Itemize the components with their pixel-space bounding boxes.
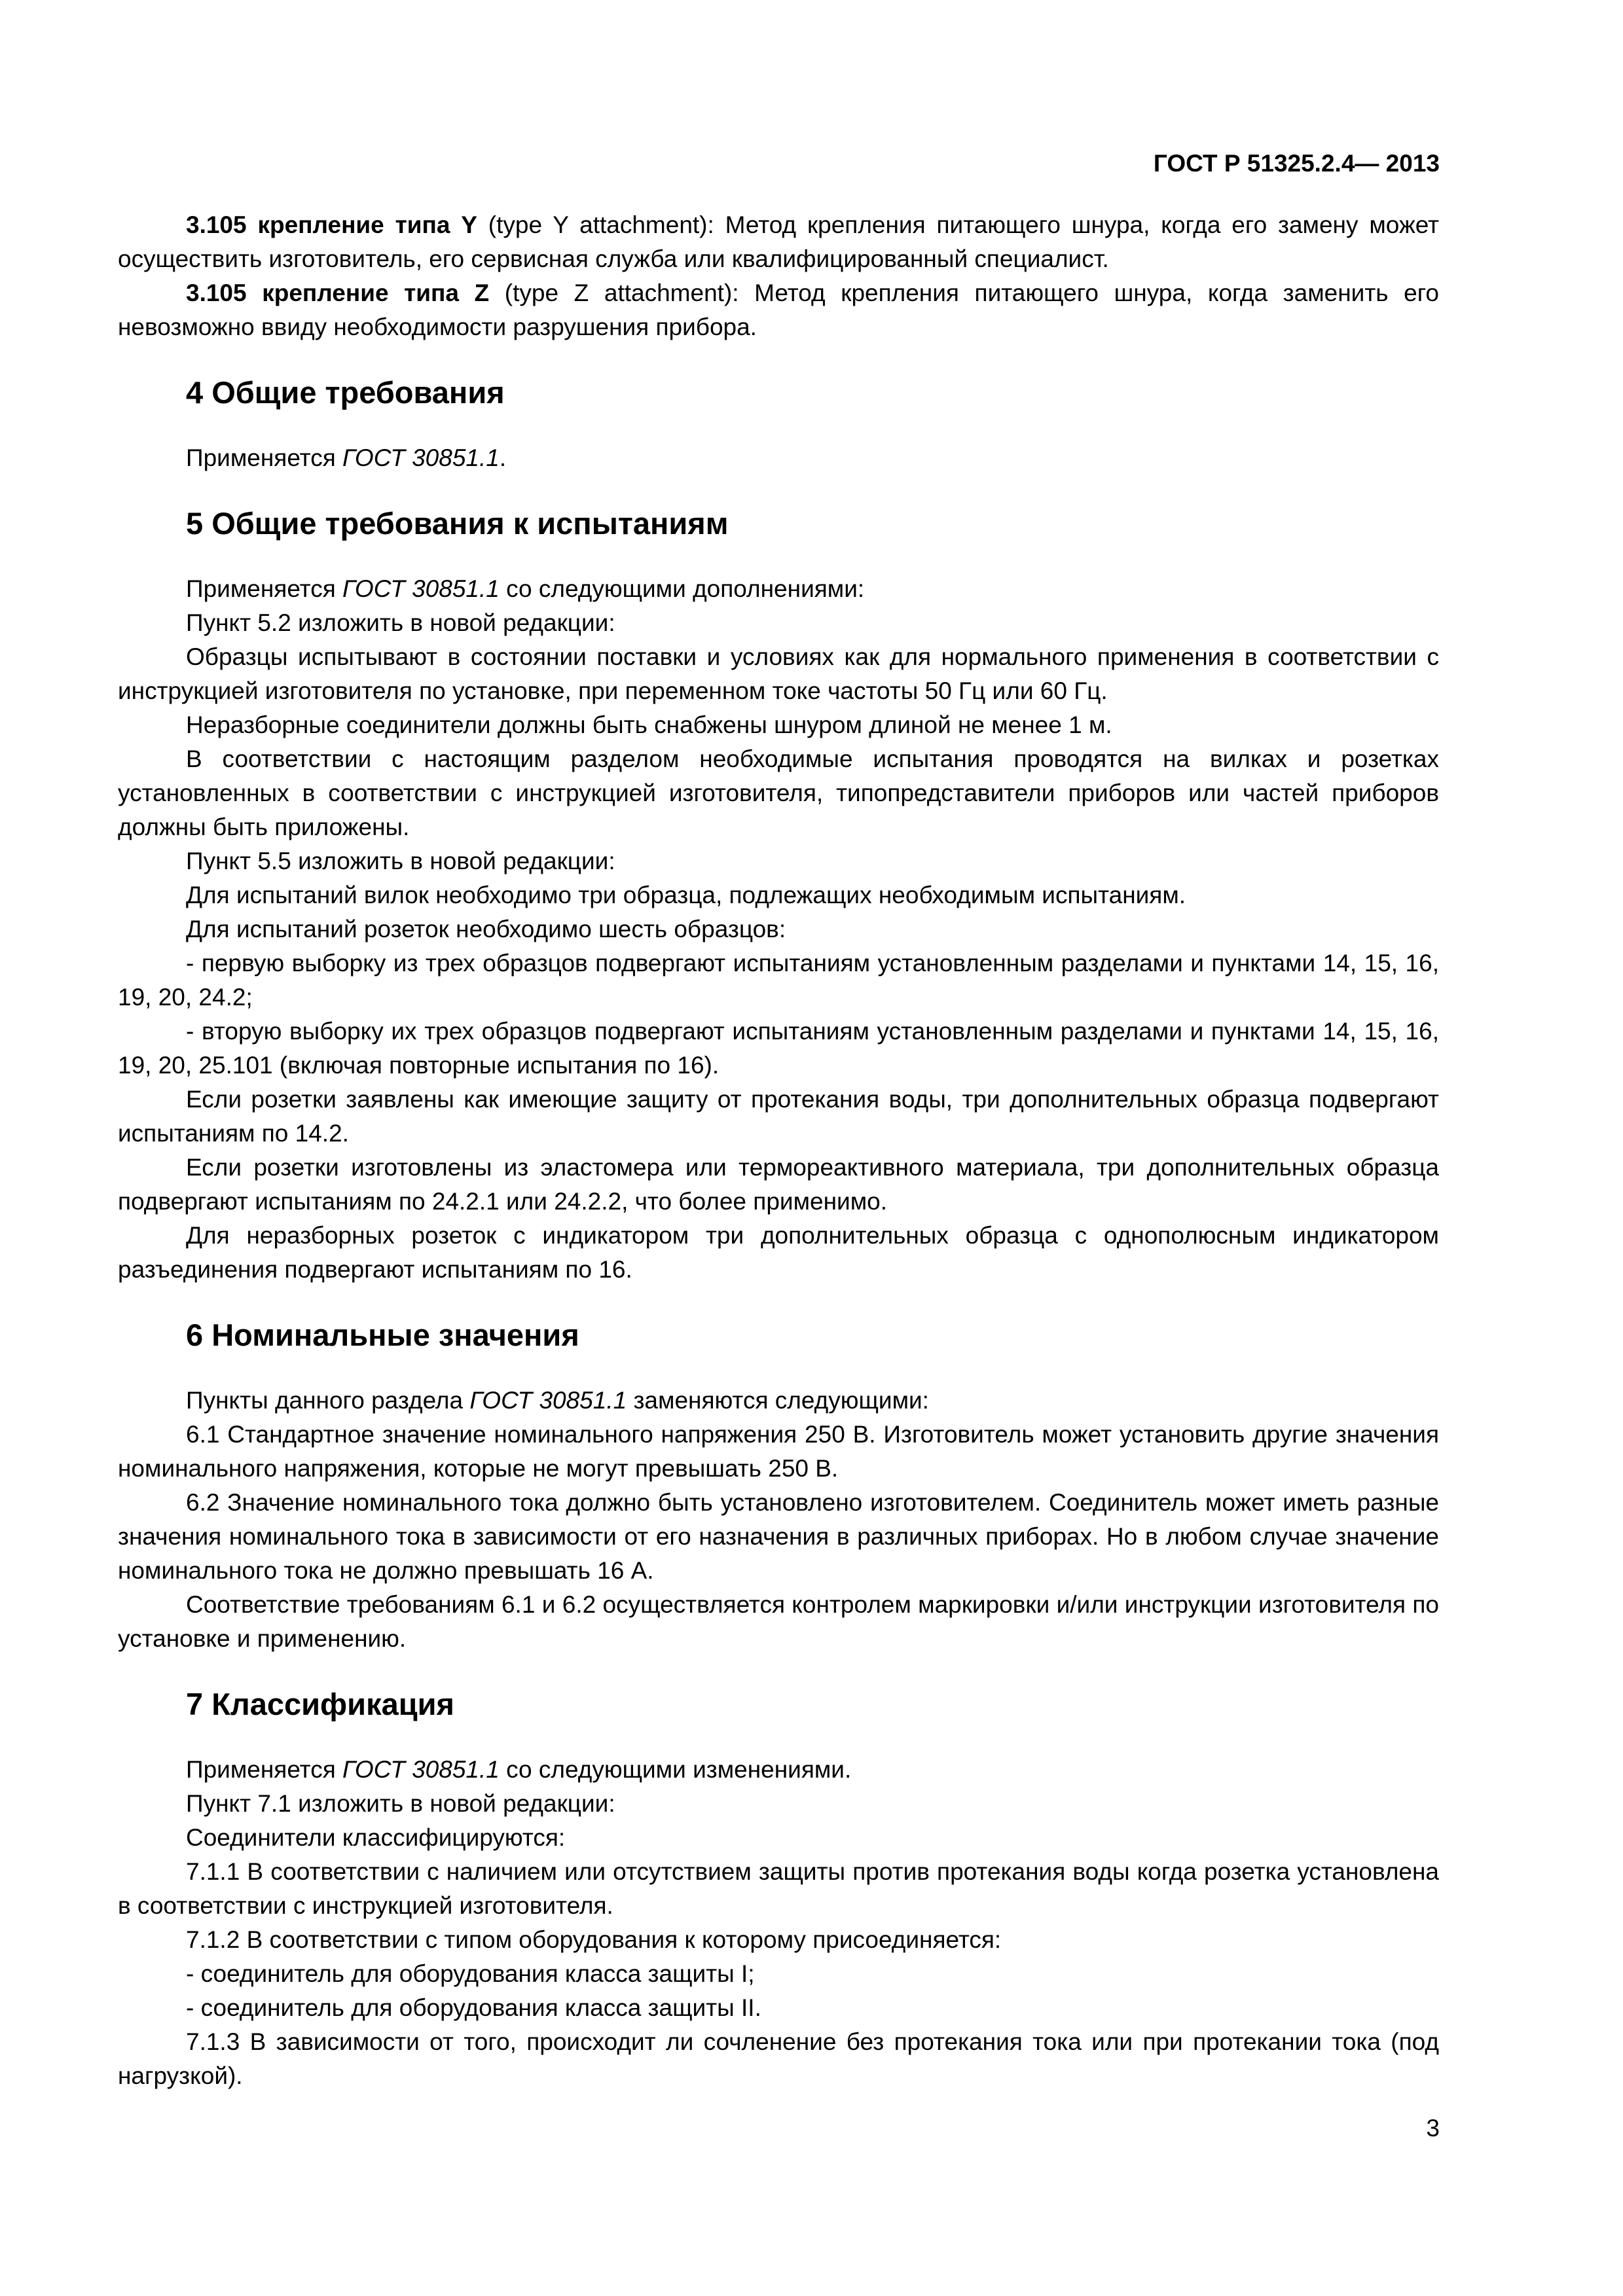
section-5-paragraph: Для неразборных розеток с индикатором три дополнительных образца с однополюсным индикатором разъединения подвергают испытаниям по 16.: [118, 1222, 1439, 1283]
section-6-paragraph: Соответствие требованиям 6.1 и 6.2 осуществляется контролем маркировки и/или инструкции изготовителя по установке и применению.: [118, 1591, 1439, 1652]
definition-text: (type Z attachment): Метод крепления питающего шнура, когда заменить его невозможно ввиду необходимости разрушения прибора.: [118, 279, 1440, 340]
text-run: со следующими дополнениями:: [499, 575, 865, 602]
definition-type-z: [118, 276, 1439, 344]
standard-reference: ГОСТ 30851.1: [469, 1387, 627, 1414]
section-5-paragraph: Если розетки заявлены как имеющие защиту от протекания воды, три дополнительных образца подвергают испытаниям по 14.2.: [118, 1086, 1439, 1147]
section-7-paragraph: Соединители классифицируются:: [186, 1824, 566, 1851]
section-6-paragraph: 6.2 Значение номинального тока должно быть установлено изготовителем. Соединитель может иметь разные значения номинального тока в зависимости от его назначения в различных приборах. Но в любом случае значение номинального тока не должно превышать 16 А.: [118, 1489, 1439, 1584]
section-6-heading: 6 Номинальные значения: [186, 1318, 579, 1352]
section-6-intro: [118, 1384, 1439, 1418]
definition-text: (type Y attachment): Метод крепления питающего шнура, когда его замену может осуществить изготовитель, его сервисная служба или квалифицированный специалист.: [118, 211, 1439, 272]
section-5-paragraph: Образцы испытывают в состоянии поставки и условиях как для нормального применения в соответствии с инструкцией изготовителя по установке, при переменном токе частоты 50 Гц или 60 Гц.: [118, 643, 1439, 704]
text-run: со следующими изменениями.: [499, 1756, 852, 1783]
section-5-paragraph: Если розетки изготовлены из эластомера или термореактивного материала, три дополнительных образца подвергают испытаниям по 24.2.1 или 24.2.2, что более применимо.: [118, 1154, 1439, 1215]
text-run: Применяется: [186, 575, 343, 602]
document-id-header: ГОСТ Р 51325.2.4— 2013: [1153, 150, 1440, 177]
section-5-paragraph: Для испытаний розеток необходимо шесть образцов:: [186, 916, 786, 942]
section-5-paragraph: Пункт 5.2 изложить в новой редакции:: [186, 609, 615, 636]
section-5-paragraph: Для испытаний вилок необходимо три образца, подлежащих необходимым испытаниям.: [186, 882, 1186, 908]
text-run: Пункты данного раздела: [186, 1387, 470, 1414]
term-label: 3.105 крепление типа Z: [186, 279, 490, 306]
section-7-paragraph: 7.1.3 В зависимости от того, происходит ли сочленение без протекания тока или при протекании тока (под нагрузкой).: [118, 2028, 1439, 2089]
section-6-paragraph: 6.1 Стандартное значение номинального напряжения 250 В. Изготовитель может установить другие значения номинального напряжения, которые не могут превышать 250 В.: [118, 1421, 1439, 1482]
standard-reference: ГОСТ 30851.1: [342, 575, 500, 602]
section-5-list-item: - вторую выборку их трех образцов подвергают испытаниям установленным разделами и пунктами 14, 15, 16, 19, 20, 25.101 (включая повторные испытания по 16).: [118, 1018, 1439, 1079]
definition-type-y: [118, 208, 1439, 276]
section-7-paragraph: 7.1.1 В соответствии с наличием или отсутствием защиты против протекания воды когда розетка установлена в соответствии с инструкцией изготовителя.: [118, 1858, 1439, 1919]
page-number: 3: [1426, 2115, 1440, 2142]
text-run: .: [499, 444, 507, 471]
standard-reference: ГОСТ 30851.1: [342, 444, 500, 471]
section-7-list-item: - соединитель для оборудования класса защиты I;: [186, 1960, 755, 1987]
section-5-paragraph: Пункт 5.5 изложить в новой редакции:: [186, 848, 615, 874]
text-run: заменяются следующими:: [627, 1387, 929, 1414]
text-run: Применяется: [186, 1756, 343, 1783]
section-4-heading: 4 Общие требования: [186, 375, 505, 410]
section-5-paragraph: Неразборные соединители должны быть снабжены шнуром длиной не менее 1 м.: [186, 711, 1112, 738]
section-7-intro: [118, 1753, 1439, 1787]
section-7-list-item: - соединитель для оборудования класса защиты II.: [186, 1994, 761, 2021]
document-body: [118, 208, 1439, 2093]
section-5-intro: [118, 572, 1439, 606]
section-7-heading: 7 Классификация: [186, 1687, 454, 1721]
section-7-paragraph: Пункт 7.1 изложить в новой редакции:: [186, 1790, 615, 1817]
section-5-heading: 5 Общие требования к испытаниям: [186, 506, 729, 541]
text-run: Применяется: [186, 444, 343, 471]
standard-reference: ГОСТ 30851.1: [342, 1756, 500, 1783]
term-label: 3.105 крепление типа Y: [186, 211, 477, 238]
section-7-paragraph: 7.1.2 В соответствии с типом оборудования к которому присоединяется:: [186, 1926, 1002, 1953]
section-4-paragraph: [118, 441, 1439, 475]
section-5-paragraph: В соответствии с настоящим разделом необходимые испытания проводятся на вилках и розетках установленных в соответствии с инструкцией изготовителя, типопредставители приборов или частей приборов должны быть приложены.: [118, 745, 1439, 840]
section-5-list-item: - первую выборку из трех образцов подвергают испытаниям установленным разделами и пунктами 14, 15, 16, 19, 20, 24.2;: [118, 950, 1439, 1011]
